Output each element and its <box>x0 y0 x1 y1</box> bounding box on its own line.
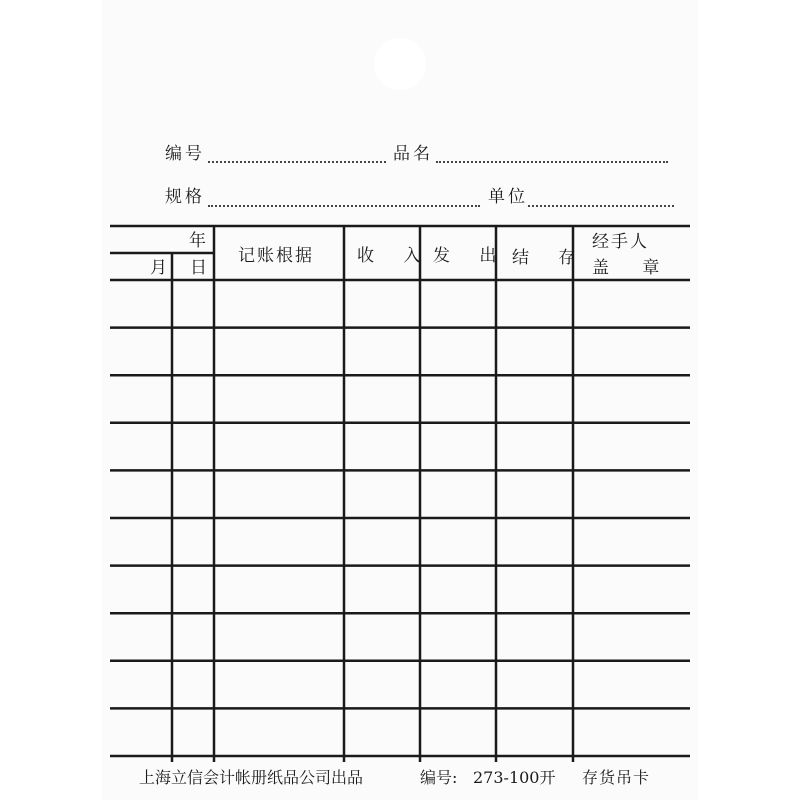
header-balance: 结 存 <box>512 248 588 268</box>
form-code-value: 273-100开 <box>473 768 556 787</box>
publisher-text: 上海立信会计帐册纸品公司出品 <box>139 768 364 787</box>
form-title: 存货吊卡 <box>582 768 651 787</box>
spec-label: 规格 <box>165 187 205 207</box>
header-income: 收 入 <box>357 246 433 266</box>
product-name-label: 品名 <box>393 144 433 164</box>
header-year: 年 <box>189 231 206 251</box>
header-basis: 记账根据 <box>238 246 314 266</box>
header-handler: 经手人 <box>592 232 649 252</box>
header-day: 日 <box>190 258 207 278</box>
form-code-label: 编号: <box>420 768 458 787</box>
header-seal: 盖 章 <box>592 258 674 278</box>
unit-label: 单位 <box>488 187 528 207</box>
serial-label: 编号 <box>165 144 205 164</box>
header-issue: 发 出 <box>433 246 509 266</box>
header-month: 月 <box>150 258 167 278</box>
